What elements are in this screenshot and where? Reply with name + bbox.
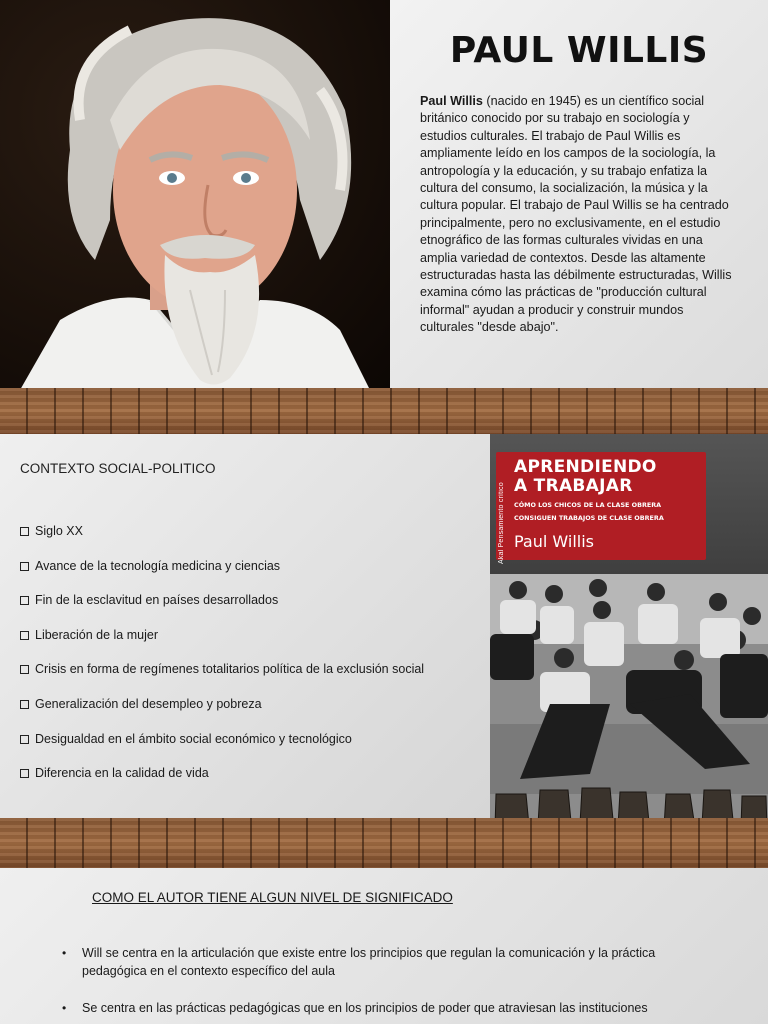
checkbox-bullet-icon [20,769,29,778]
wood-floor-divider [0,818,768,868]
context-list [20,524,490,801]
bullet-dot-icon: • [62,946,67,960]
checkbox-bullet-icon [20,527,29,536]
author-portrait [0,0,390,390]
author-intro-card [390,0,768,388]
significance-list [0,945,768,1018]
book-cover [490,434,768,868]
book-subtitle-line1: CÓMO LOS CHICOS DE LA CLASE OBRERA [514,501,662,509]
list-item: Generalización del desempleo y pobreza [20,697,490,732]
list-item: Diferencia en la calidad de vida [20,766,490,801]
context-card [0,434,490,818]
checkbox-bullet-icon [20,562,29,571]
checkbox-bullet-icon [20,665,29,674]
checkbox-bullet-icon [20,735,29,744]
list-item: Desigualdad en el ámbito social económico y tecnológico [20,732,490,767]
author-bio [420,93,738,337]
book-title-line2: A TRABAJAR [514,476,633,496]
author-name: Paul Willis [420,94,483,108]
list-item: Avance de la tecnología medicina y ciencias [20,559,490,594]
book-title-line1: APRENDIENDO [514,457,657,477]
book-series: Akal Pensamiento crítico [498,482,505,564]
page-title: PAUL WILLIS [449,30,709,71]
list-item: • Will se centra en la articulación que existe entre los principios que regulan la comunicación y la práctica pedagógica en el contexto específico del aula [62,945,708,980]
checkbox-bullet-icon [20,700,29,709]
list-item: Siglo XX [20,524,490,559]
author-bio-text: (nacido en 1945) es un científico social británico conocido por su trabajo en sociología y estudios culturales. El trabajo de Paul Willis es ampliamente leído en los campos de la sociología, la antropología y la educación, y su trabajo enfatiza la cultura del consumo, la socialización, la música y la cultura popular. El trabajo de Paul Willis se ha centrado principalmente, pero no exclusivamente, en el estudio etnográfico de las formas culturales vividas en una amplia variedad de contextos. Desde las altamente estructuradas hasta las débilmente estructuradas, Willis examina cómo las prácticas de "producción cultural informal" ayudan a producir y construir mundos culturales "desde abajo". [420,94,732,335]
list-item: • Se centra en las prácticas pedagógicas que en los principios de poder que atraviesan las instituciones [62,1000,708,1018]
checkbox-bullet-icon [20,631,29,640]
book-author: Paul Willis [514,532,594,551]
book-subtitle-line2: CONSIGUEN TRABAJOS DE CLASE OBRERA [514,514,664,522]
bullet-dot-icon: • [62,1001,67,1015]
list-item: Crisis en forma de regímenes totalitarios política de la exclusión social [20,662,490,697]
context-title: CONTEXTO SOCIAL-POLITICO [20,461,216,476]
checkbox-bullet-icon [20,596,29,605]
wood-floor-divider [0,388,768,434]
list-item: Fin de la esclavitud en países desarrollados [20,593,490,628]
book-title-panel [496,452,706,564]
list-item: Liberación de la mujer [20,628,490,663]
significance-card [0,868,768,1024]
significance-title: COMO EL AUTOR TIENE ALGUN NIVEL DE SIGNIFICADO [92,890,453,905]
